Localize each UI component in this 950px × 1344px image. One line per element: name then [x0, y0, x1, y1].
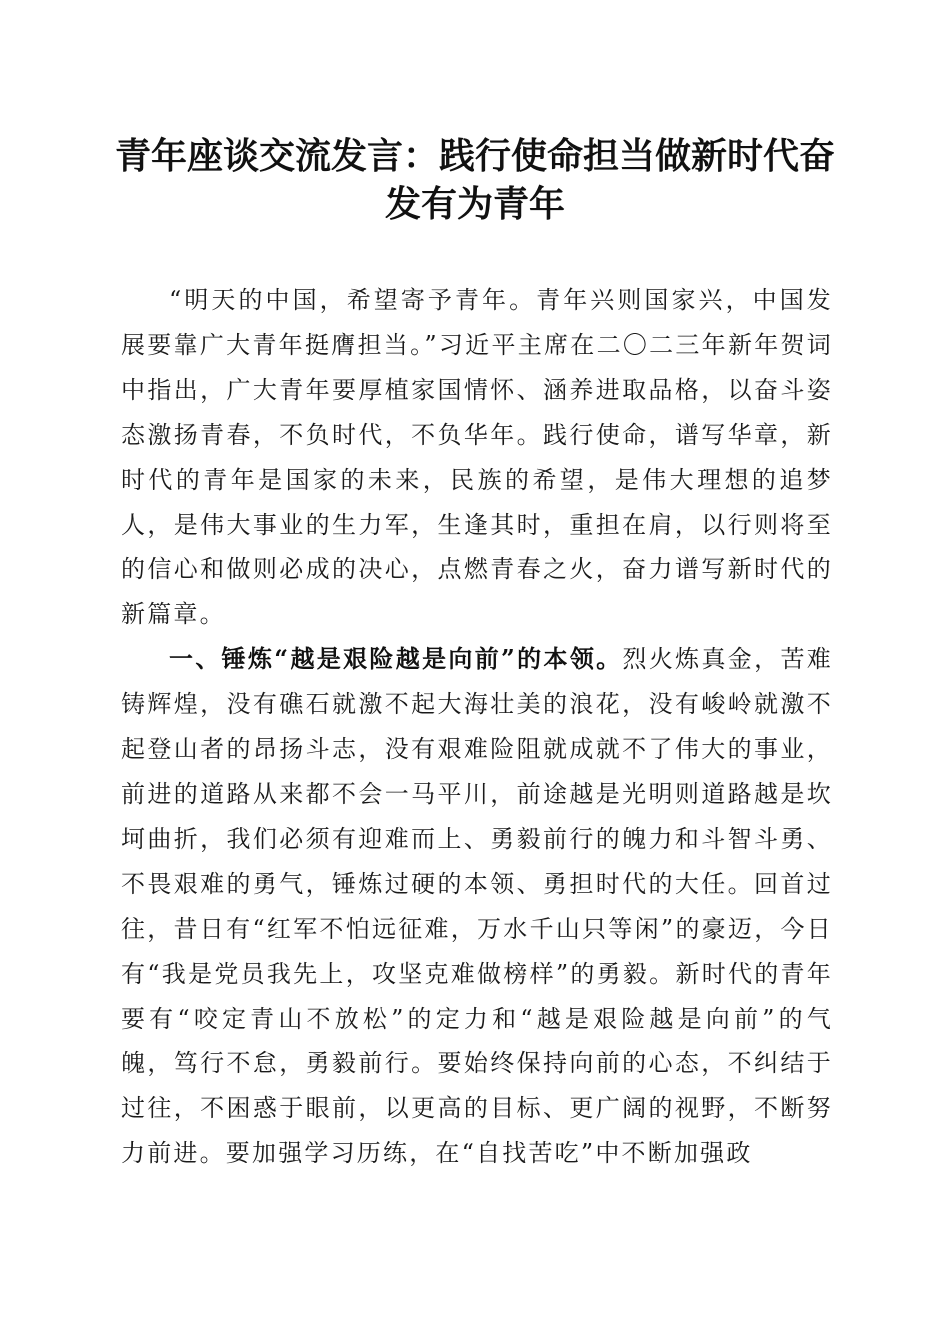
section-1-text: 烈火炼真金，苦难铸辉煌，没有礁石就激不起大海壮美的浪花，没有峻岭就激不起登山者的昂扬斗志，没有艰难险阻就成就不了伟大的事业，前进的道路从来都不会一马平川，前途越是光明则道路越是坎坷曲折，我们必须有迎难而上、勇毅前行的魄力和斗智斗勇、不畏艰难的勇气，锤炼过硬的本领、勇担时代的大任。回首过往，昔日有“红军不怕远征难，万水千山只等闲”的豪迈，今日有“我是党员我先上，攻坚克难做榜样”的勇毅。新时代的青年要有“咬定青山不放松”的定力和“越是艰险越是向前”的气魄，笃行不怠，勇毅前行。要始终保持向前的心态，不纠结于过往，不困惑于眼前，以更高的目标、更广阔的视野，不断努力前进。要加强学习历练，在“自找苦吃”中不断加强政 — [121, 645, 833, 1168]
paragraph-intro-text: “明天的中国，希望寄予青年。青年兴则国家兴，中国发展要靠广大青年挺膺担当。”习近平主席在二〇二三年新年贺词中指出，广大青年要厚植家国情怀、涵养进取品格，以奋斗姿态激扬青春，不负时代，不负华年。践行使命，谱写华章，新时代的青年是国家的未来，民族的希望，是伟大理想的追梦人，是伟大事业的生力军，生逢其时，重担在肩，以行则将至的信心和做则必成的决心，点燃青春之火，奋力谱写新时代的新篇章。 — [121, 286, 833, 629]
section-1-heading: 一、锤炼“越是艰险越是向前”的本领。 — [169, 644, 623, 674]
paragraph-intro — [121, 278, 833, 637]
document-title — [100, 132, 850, 228]
paragraph-section-1 — [121, 637, 833, 1176]
document-body — [121, 278, 833, 1176]
title-line-1: 青年座谈交流发言：践行使命担当做新时代奋 — [114, 135, 835, 177]
title-line-2: 发有为青年 — [384, 183, 565, 225]
